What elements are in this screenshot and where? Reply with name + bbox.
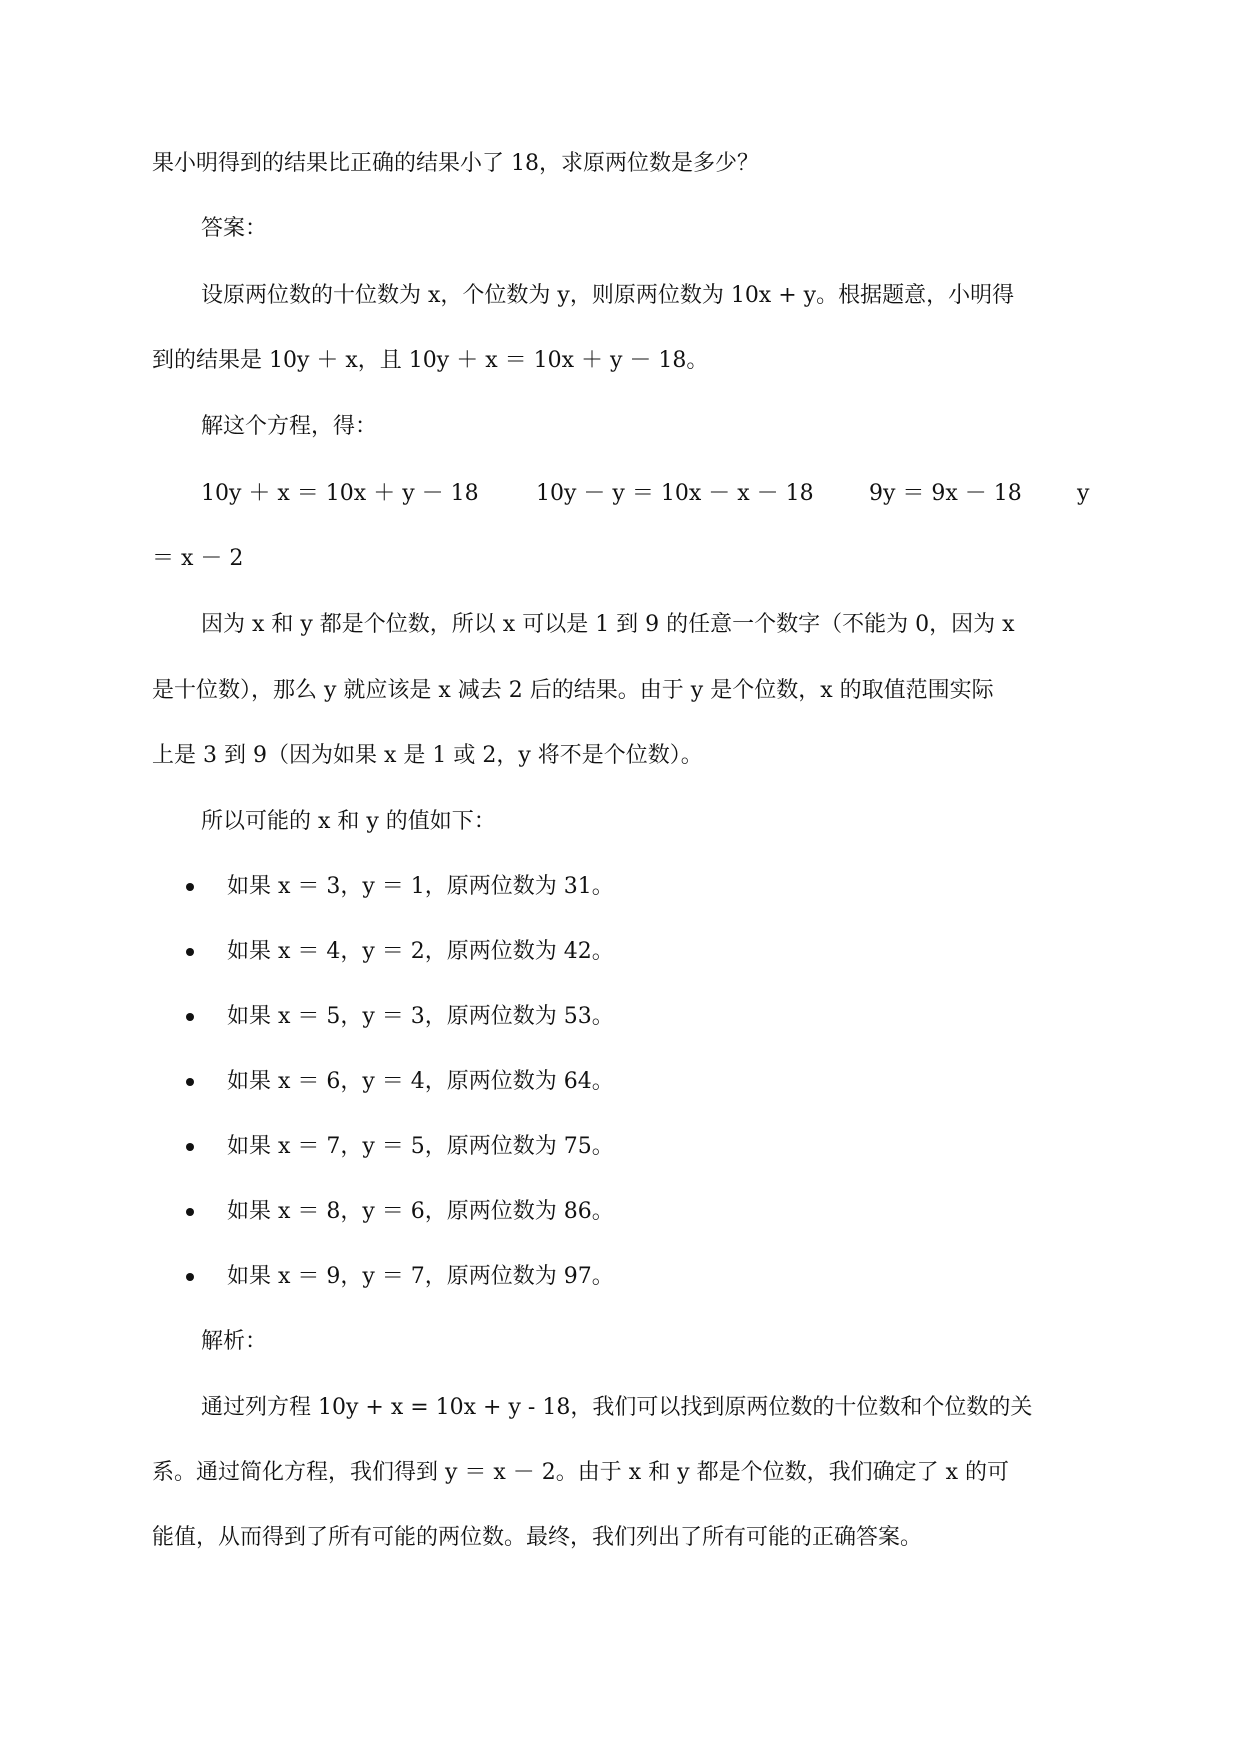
solve-label: 解这个方程，得： [201, 414, 378, 439]
equation-step-4-rhs: ＝ x － 2 [152, 546, 244, 571]
equation-step-3: 9y ＝ 9x － 18 [869, 481, 1022, 506]
bullet-dot [186, 1143, 194, 1151]
bullet-dot [186, 948, 194, 956]
analysis-label: 解析： [201, 1329, 268, 1354]
bullet-dot [186, 1013, 194, 1021]
list-item-text: 如果 x ＝ 5，y ＝ 3，原两位数为 53。 [227, 1004, 614, 1029]
list-item-text: 如果 x ＝ 4，y ＝ 2，原两位数为 42。 [227, 939, 614, 964]
list-item-text: 如果 x ＝ 3，y ＝ 1，原两位数为 31。 [227, 874, 614, 899]
bullet-dot [186, 1273, 194, 1281]
paragraph-analysis-line3: 能值，从而得到了所有可能的两位数。最终，我们列出了所有可能的正确答案。 [152, 1525, 923, 1550]
paragraph-setup-line2: 到的结果是 10y ＋ x，且 10y ＋ x ＝ 10x ＋ y － 18。 [152, 348, 709, 373]
list-item-text: 如果 x ＝ 8，y ＝ 6，原两位数为 86。 [227, 1199, 614, 1224]
paragraph-analysis-line1: 通过列方程 10y + x = 10x + y - 18，我们可以找到原两位数的十位数和个位数的关 [201, 1395, 1033, 1420]
equation-step-2: 10y － y ＝ 10x － x － 18 [536, 481, 814, 506]
paragraph-reasoning-line3: 上是 3 到 9（因为如果 x 是 1 或 2，y 将不是个位数）。 [152, 743, 703, 768]
bullet-dot [186, 1208, 194, 1216]
list-item-text: 如果 x ＝ 9，y ＝ 7，原两位数为 97。 [227, 1264, 614, 1289]
equation-step-1: 10y ＋ x ＝ 10x ＋ y － 18 [201, 481, 479, 506]
answer-label: 答案： [201, 216, 268, 241]
paragraph-reasoning-line2: 是十位数），那么 y 就应该是 x 减去 2 后的结果。由于 y 是个位数，x 的取值范围实际 [152, 678, 994, 703]
paragraph-reasoning-line1: 因为 x 和 y 都是个位数，所以 x 可以是 1 到 9 的任意一个数字（不能为 0，因为 x [201, 612, 1015, 637]
paragraph-setup-line1: 设原两位数的十位数为 x，个位数为 y，则原两位数为 10x + y。根据题意，小明得 [201, 283, 1015, 308]
list-item-text: 如果 x ＝ 7，y ＝ 5，原两位数为 75。 [227, 1134, 614, 1159]
paragraph-question-end: 果小明得到的结果比正确的结果小了 18，求原两位数是多少？ [152, 151, 759, 176]
paragraph-values-intro: 所以可能的 x 和 y 的值如下： [201, 809, 496, 834]
list-item-text: 如果 x ＝ 6，y ＝ 4，原两位数为 64。 [227, 1069, 614, 1094]
equation-step-4-var: y [1077, 481, 1090, 506]
paragraph-analysis-line2: 系。通过简化方程，我们得到 y ＝ x － 2。由于 x 和 y 都是个位数，我们确定了 x 的可 [152, 1460, 1010, 1485]
bullet-dot [186, 883, 194, 891]
bullet-dot [186, 1078, 194, 1086]
